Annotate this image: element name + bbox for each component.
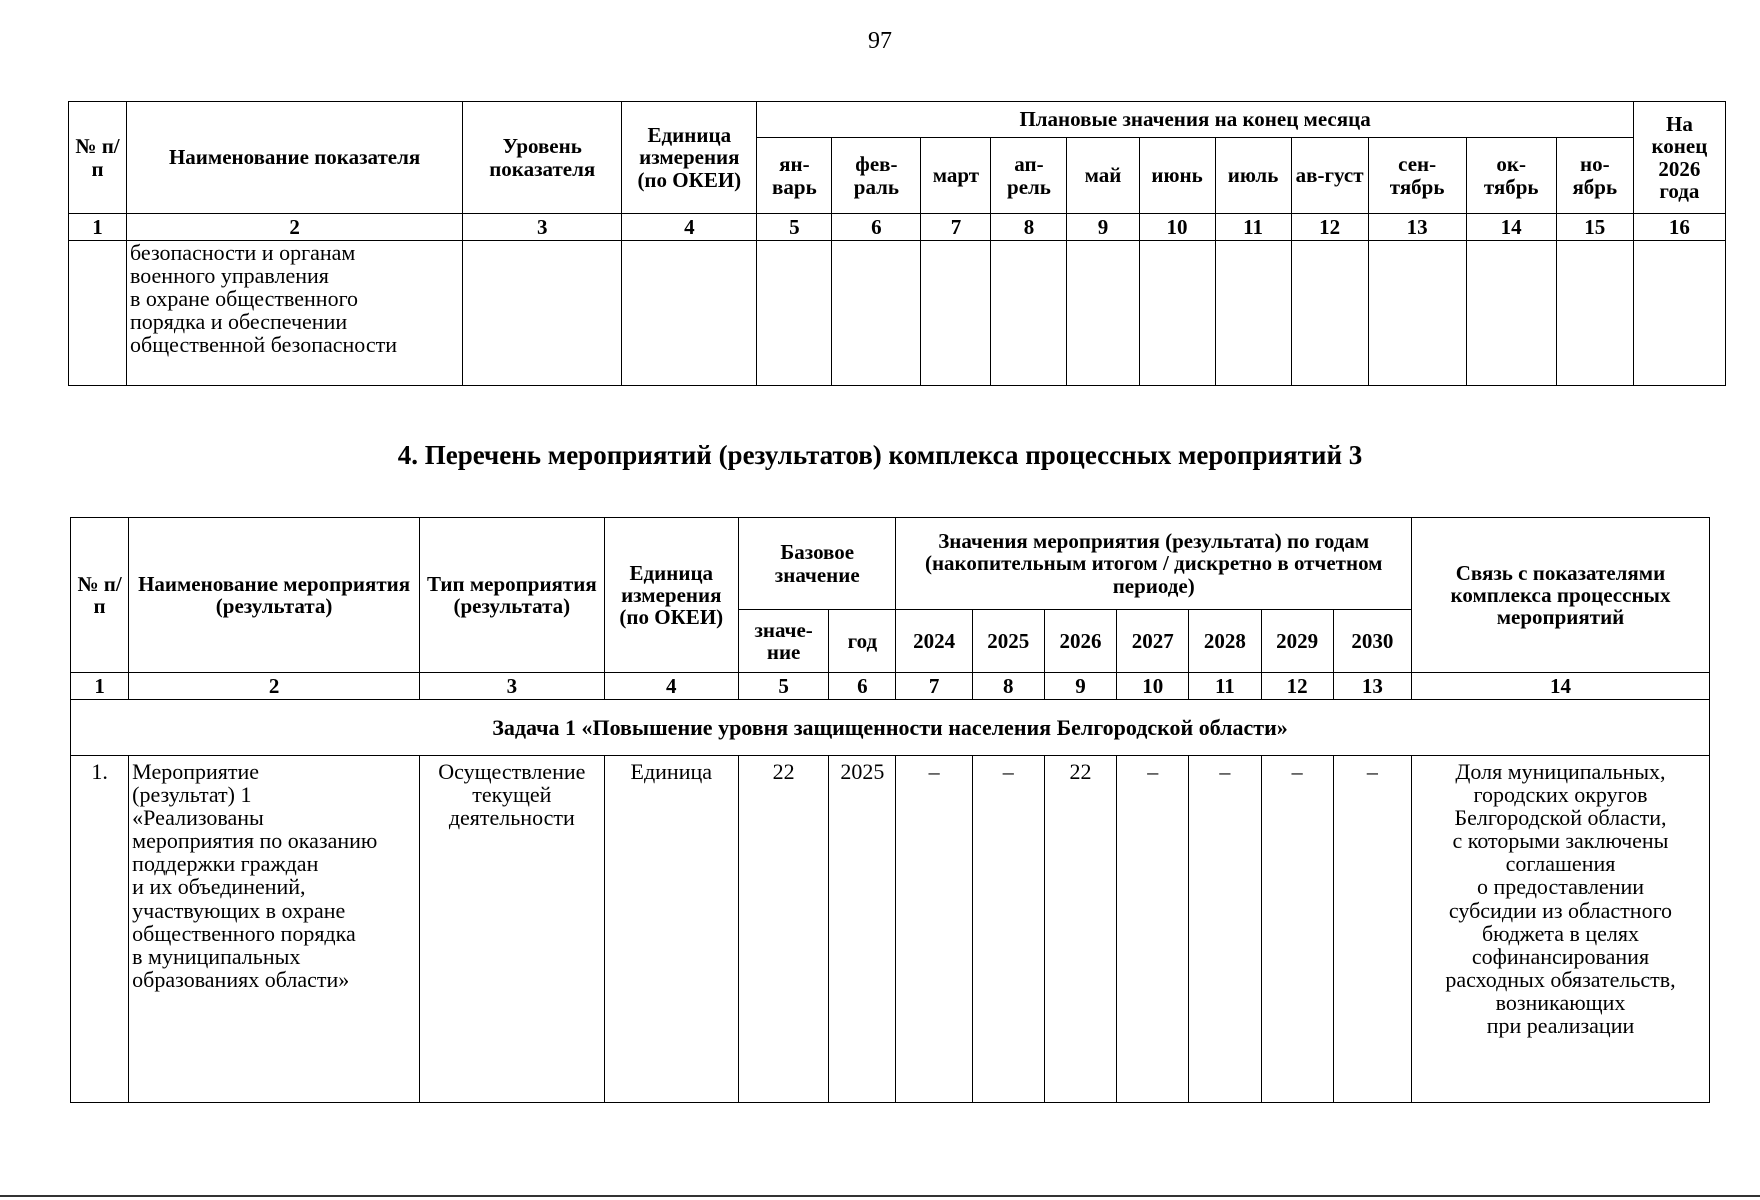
column-number: 1 bbox=[69, 214, 127, 241]
header-yearly-values: Значения мероприятия (результата) по годам (накопительным итогом / дискретно в отчетном периоде) bbox=[896, 518, 1412, 610]
column-number: 12 bbox=[1261, 673, 1333, 700]
header-month: ок-тябрь bbox=[1466, 138, 1556, 214]
column-number: 11 bbox=[1215, 214, 1291, 241]
page-number: 97 bbox=[868, 28, 892, 54]
text-line: общественной безопасности bbox=[130, 332, 397, 358]
column-number: 9 bbox=[1044, 673, 1116, 700]
header-num: № п/п bbox=[69, 102, 127, 214]
text-line: общественного порядка bbox=[132, 920, 356, 946]
header-month: май bbox=[1067, 138, 1139, 214]
header-year: 2024 bbox=[896, 610, 972, 673]
activities-table bbox=[70, 517, 1710, 1103]
column-number: 14 bbox=[1466, 214, 1556, 241]
text-line: «Реализованы bbox=[132, 805, 264, 831]
column-number: 10 bbox=[1139, 214, 1215, 241]
text-line: в охране общественного bbox=[130, 286, 359, 312]
text-line: безопасности и органам bbox=[130, 240, 356, 265]
text-line: с которыми заключены bbox=[1452, 828, 1669, 854]
text-line: (результат) 1 bbox=[132, 782, 252, 808]
header-year: 2025 bbox=[972, 610, 1044, 673]
header-month: ян-варь bbox=[757, 138, 832, 214]
column-number: 6 bbox=[829, 673, 896, 700]
cell-row-number: 1. bbox=[71, 756, 129, 1103]
header-base-value-sub: значе-ние bbox=[738, 610, 828, 673]
header-activity-name: Наименование мероприятия (результата) bbox=[129, 518, 420, 673]
cell-indicator-name bbox=[127, 241, 463, 386]
column-number: 11 bbox=[1189, 673, 1261, 700]
cell-year-value: – bbox=[1189, 756, 1261, 1103]
text-line: возникающих bbox=[1495, 989, 1626, 1015]
header-base-year-sub: год bbox=[829, 610, 896, 673]
header-month: фев-раль bbox=[832, 138, 921, 214]
column-number: 7 bbox=[896, 673, 972, 700]
cell-activity-name bbox=[129, 756, 420, 1103]
text-line: деятельности bbox=[448, 805, 575, 831]
header-year: 2027 bbox=[1117, 610, 1189, 673]
header-unit: Единица измерения (по ОКЕИ) bbox=[604, 518, 738, 673]
column-number: 7 bbox=[921, 214, 991, 241]
page-bottom-rule bbox=[0, 1195, 1760, 1197]
text-line: Мероприятие bbox=[132, 759, 260, 784]
cell-year-value: – bbox=[972, 756, 1044, 1103]
text-line: Белгородской области, bbox=[1454, 805, 1667, 831]
column-number: 6 bbox=[832, 214, 921, 241]
table-row bbox=[69, 241, 1726, 386]
column-number: 5 bbox=[738, 673, 828, 700]
header-year: 2028 bbox=[1189, 610, 1261, 673]
section-title: 4. Перечень мероприятий (результатов) комплекса процессных мероприятий 3 bbox=[397, 440, 1363, 470]
cell-empty bbox=[832, 241, 921, 386]
indicator-plan-table bbox=[68, 101, 1726, 386]
text-line: военного управления bbox=[130, 263, 329, 289]
header-month: ап-рель bbox=[991, 138, 1067, 214]
column-number: 2 bbox=[129, 673, 420, 700]
column-number: 9 bbox=[1067, 214, 1139, 241]
header-plan-values: Плановые значения на конец месяца bbox=[757, 102, 1633, 138]
cell-year-value: – bbox=[1333, 756, 1411, 1103]
header-link-indicators: Связь с показателями комплекса процессных мероприятий bbox=[1411, 518, 1709, 673]
column-number: 4 bbox=[604, 673, 738, 700]
header-month: ав-густ bbox=[1291, 138, 1368, 214]
cell-empty bbox=[622, 241, 757, 386]
header-month: июнь bbox=[1139, 138, 1215, 214]
cell-empty bbox=[463, 241, 622, 386]
cell-base-year: 2025 bbox=[829, 756, 896, 1103]
column-number: 1 bbox=[71, 673, 129, 700]
cell-year-value: 22 bbox=[1044, 756, 1116, 1103]
column-number: 3 bbox=[463, 214, 622, 241]
column-number: 4 bbox=[622, 214, 757, 241]
text-line: мероприятия по оказанию bbox=[132, 828, 378, 854]
header-year: 2026 bbox=[1044, 610, 1116, 673]
header-year: 2030 bbox=[1333, 610, 1411, 673]
column-number: 8 bbox=[991, 214, 1067, 241]
cell-empty bbox=[69, 241, 127, 386]
header-indicator-name: Наименование показателя bbox=[127, 102, 463, 214]
header-unit: Единица измерения (по ОКЕИ) bbox=[622, 102, 757, 214]
text-line: поддержки граждан bbox=[132, 851, 319, 877]
column-number: 2 bbox=[127, 214, 463, 241]
header-month: март bbox=[921, 138, 991, 214]
text-line: Доля муниципальных, bbox=[1455, 759, 1666, 784]
text-line: о предоставлении bbox=[1476, 874, 1645, 900]
header-level: Уровень показателя bbox=[463, 102, 622, 214]
text-line: Осуществление bbox=[438, 759, 586, 784]
header-month: но-ябрь bbox=[1556, 138, 1633, 214]
cell-empty bbox=[1556, 241, 1633, 386]
text-line: расходных обязательств, bbox=[1445, 966, 1676, 992]
cell-empty bbox=[991, 241, 1067, 386]
cell-year-value: – bbox=[896, 756, 972, 1103]
cell-empty bbox=[757, 241, 832, 386]
cell-empty bbox=[1368, 241, 1466, 386]
header-activity-type: Тип мероприятия (результата) bbox=[420, 518, 605, 673]
text-line: софинансирования bbox=[1471, 943, 1650, 969]
column-number: 12 bbox=[1291, 214, 1368, 241]
header-month: июль bbox=[1215, 138, 1291, 214]
text-line: соглашения bbox=[1505, 851, 1616, 877]
text-line: образованиях области» bbox=[132, 966, 350, 992]
text-line: порядка и обеспечении bbox=[130, 309, 348, 335]
cell-empty bbox=[1067, 241, 1139, 386]
cell-unit: Единица bbox=[604, 756, 738, 1103]
text-line: в муниципальных bbox=[132, 943, 301, 969]
header-year: 2029 bbox=[1261, 610, 1333, 673]
header-base-value: Базовое значение bbox=[738, 518, 895, 610]
text-line: при реализации bbox=[1486, 1013, 1635, 1039]
column-number: 15 bbox=[1556, 214, 1633, 241]
cell-year-value: – bbox=[1117, 756, 1189, 1103]
cell-link-indicators bbox=[1411, 756, 1709, 1103]
cell-empty bbox=[1139, 241, 1215, 386]
text-line: текущей bbox=[472, 782, 552, 808]
column-number: 13 bbox=[1368, 214, 1466, 241]
header-end-of-year: На конец 2026 года bbox=[1633, 102, 1725, 214]
column-number: 3 bbox=[420, 673, 605, 700]
cell-activity-type bbox=[420, 756, 605, 1103]
header-month: сен-тябрь bbox=[1368, 138, 1466, 214]
cell-empty bbox=[1466, 241, 1556, 386]
cell-empty bbox=[1291, 241, 1368, 386]
text-line: субсидии из областного bbox=[1448, 897, 1673, 923]
text-line: и их объединений, bbox=[132, 874, 306, 900]
table-row bbox=[71, 756, 1710, 1103]
text-line: участвующих в охране bbox=[132, 897, 346, 923]
column-number: 10 bbox=[1117, 673, 1189, 700]
column-number: 16 bbox=[1633, 214, 1725, 241]
column-number: 5 bbox=[757, 214, 832, 241]
text-line: городских округов bbox=[1473, 782, 1648, 808]
text-line: бюджета в целях bbox=[1481, 920, 1640, 946]
cell-empty bbox=[921, 241, 991, 386]
cell-year-value: – bbox=[1261, 756, 1333, 1103]
cell-empty bbox=[1633, 241, 1725, 386]
column-number: 8 bbox=[972, 673, 1044, 700]
cell-empty bbox=[1215, 241, 1291, 386]
header-num: № п/п bbox=[71, 518, 129, 673]
column-number: 13 bbox=[1333, 673, 1411, 700]
column-number: 14 bbox=[1411, 673, 1709, 700]
cell-base-value: 22 bbox=[738, 756, 828, 1103]
task-heading: Задача 1 «Повышение уровня защищенности населения Белгородской области» bbox=[71, 700, 1710, 756]
